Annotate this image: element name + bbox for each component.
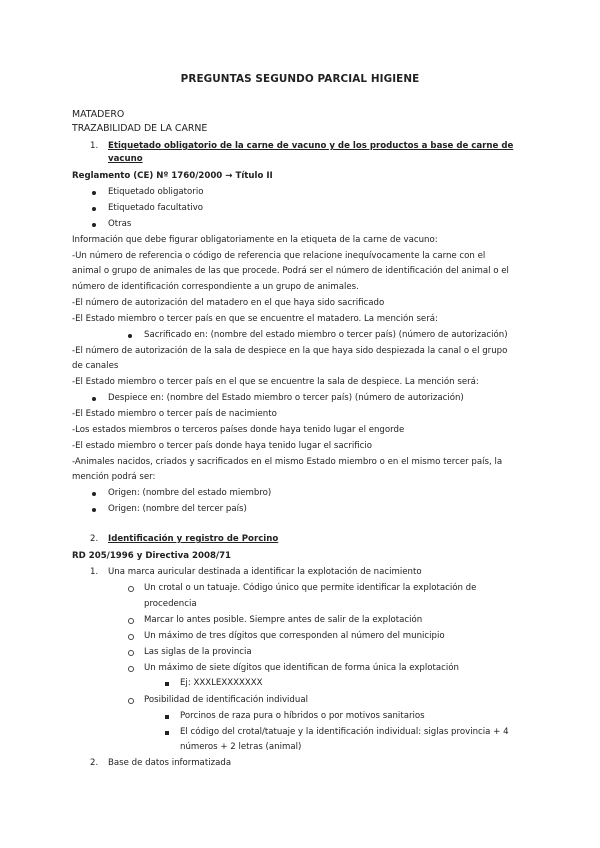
square-bullet-icon [165,731,169,735]
paragraph: -Un número de referencia o código de referencia que relacione inequívocamente la carne con el [72,251,486,261]
q1-number: 1. [90,141,99,151]
page-title: PREGUNTAS SEGUNDO PARCIAL HIGIENE [180,73,420,85]
q1-heading-line1: Etiquetado obligatorio de la carne de vacuno y de los productos a base de carne de [108,141,514,151]
paragraph: -Los estados miembros o terceros países donde haya tenido lugar el engorde [72,425,405,435]
list-item: procedencia [144,599,197,609]
list-item: Sacrificado en: (nombre del estado miembro o tercer país) (número de autorización) [144,330,508,340]
q2-number: 2. [90,534,99,544]
q1-regulation: Reglamento (CE) Nº 1760/2000 → Título II [72,171,273,181]
list-item: Un crotal o un tatuaje. Código único que permite identificar la explotación de [144,583,477,593]
circle-bullet-icon [128,586,134,592]
list-item: Una marca auricular destinada a identificar la explotación de nacimiento [108,567,422,577]
circle-bullet-icon [128,666,134,672]
paragraph: -El Estado miembro o tercer país de nacimiento [72,409,277,419]
bullet-icon [92,397,96,401]
list-item: Origen: (nombre del estado miembro) [108,488,272,498]
circle-bullet-icon [128,618,134,624]
paragraph: -El estado miembro o tercer país donde haya tenido lugar el sacrificio [72,441,373,451]
list-item: números + 2 letras (animal) [180,742,302,752]
bullet-icon [92,223,96,227]
paragraph: mención podrá ser: [72,472,156,482]
bullet-icon [128,334,132,338]
list-number: 2. [90,758,99,768]
bullet-icon [92,191,96,195]
list-number: 1. [90,567,99,577]
paragraph: Información que debe figurar obligatoriamente en la etiqueta de la carne de vacuno: [72,235,438,245]
q2-heading: Identificación y registro de Porcino [108,534,279,544]
list-item: Otras [108,219,132,229]
subsection-heading: TRAZABILIDAD DE LA CARNE [72,123,208,134]
list-item: Marcar lo antes posible. Siempre antes de salir de la explotación [144,615,423,625]
paragraph: -El número de autorización de la sala de despiece en la que haya sido despiezada la canal o el grupo [72,346,508,356]
paragraph: -Animales nacidos, criados y sacrificados en el mismo Estado miembro o en el mismo tercer país, la [72,457,503,467]
list-item: Un máximo de tres dígitos que corresponden al número del municipio [144,631,445,641]
section-heading: MATADERO [72,109,125,120]
bullet-icon [92,207,96,211]
circle-bullet-icon [128,650,134,656]
list-item: Posibilidad de identificación individual [144,695,308,705]
list-item: Etiquetado obligatorio [108,187,204,197]
list-item: El código del crotal/tatuaje y la identificación individual: siglas provincia + 4 [180,727,509,737]
q1-heading-line2: vacuno [108,154,143,164]
list-item: Un máximo de siete dígitos que identifican de forma única la explotación [144,663,459,673]
paragraph: -El número de autorización del matadero en el que haya sido sacrificado [72,298,385,308]
list-item: Origen: (nombre del tercer país) [108,504,247,514]
bullet-icon [92,492,96,496]
list-item: Porcinos de raza pura o híbridos o por motivos sanitarios [180,711,425,721]
circle-bullet-icon [128,634,134,640]
paragraph: animal o grupo de animales de las que procede. Podrá ser el número de identificación del animal o el [72,266,509,276]
paragraph: -El Estado miembro o tercer país en que se encuentre el matadero. La mención será: [72,314,438,324]
list-item: Ej: XXXLEXXXXXXX [180,678,263,688]
paragraph: de canales [72,361,119,371]
paragraph: número de identificación correspondiente a un grupo de animales. [72,282,359,292]
circle-bullet-icon [128,698,134,704]
paragraph: -El Estado miembro o tercer país en el que se encuentre la sala de despiece. La mención será: [72,377,479,387]
list-item: Etiquetado facultativo [108,203,204,213]
list-item: Base de datos informatizada [108,758,232,768]
square-bullet-icon [165,682,169,686]
list-item: Las siglas de la provincia [144,647,252,657]
list-item: Despiece en: (nombre del Estado miembro o tercer país) (número de autorización) [108,393,464,403]
q2-regulation: RD 205/1996 y Directiva 2008/71 [72,551,232,561]
square-bullet-icon [165,715,169,719]
bullet-icon [92,508,96,512]
